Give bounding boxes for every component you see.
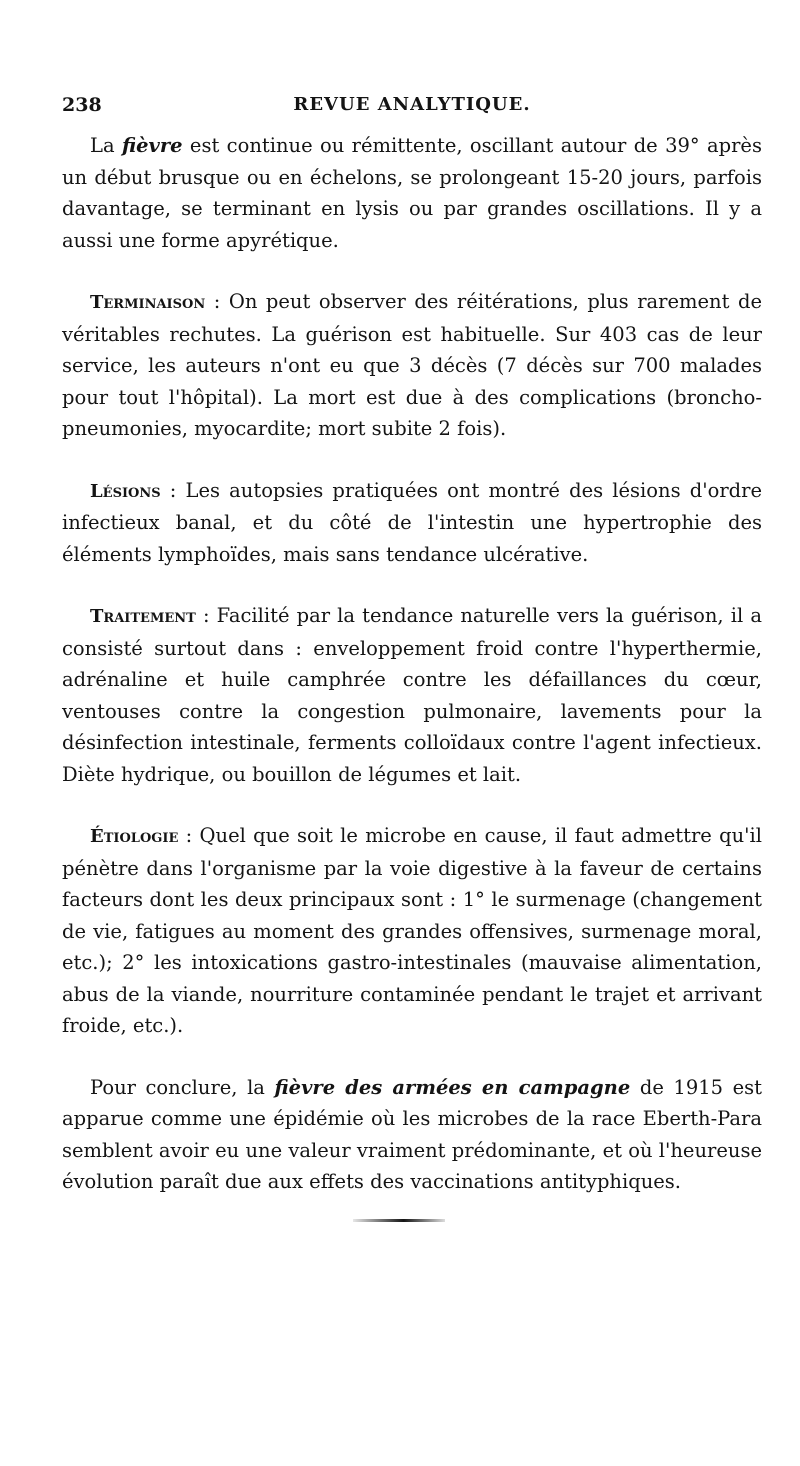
paragraph-etiologie xyxy=(62,820,762,1042)
text-segment: est continue ou rémittente, oscillant autour de 39° après un début brusque ou en échelons, se prolongeant 15-20 jours, parfois davantage, se terminant en lysis ou par grandes oscillations. Il y a aussi une forme apyrétique. xyxy=(62,134,762,252)
section-heading-terminaison: Terminaison xyxy=(90,292,206,313)
page-number: 238 xyxy=(62,94,102,116)
italic-term: fièvre xyxy=(121,134,183,157)
section-heading-lesions: Lésions xyxy=(90,480,161,502)
article-body xyxy=(62,130,762,1228)
text-segment: Pour conclure, la xyxy=(90,1075,275,1099)
section-heading-etiologie: Étiologie xyxy=(90,826,179,847)
text-segment: : Facilité par la tendance naturelle vers la guérison, il a consisté surtout dans : enveloppement froid contre l'hyperthermie, adrénaline et huile camphrée contre les défaillances du cœur, ventouses contre la congestion pulmonaire, lavements pour la désinfection intestinale, ferments colloïdaux contre l'agent infectieux. Diète hydrique, ou bouillon de légumes et lait. xyxy=(62,604,762,786)
italic-term: fièvre des armées en campagne xyxy=(274,1075,631,1099)
paragraph-conclusion xyxy=(62,1072,762,1198)
paragraph-fievre xyxy=(62,130,762,256)
text-segment: : Quel que soit le microbe en cause, il faut admettre qu'il pénètre dans l'organisme par la voie digestive à la faveur de certains facteurs dont les deux principaux sont : 1° le surmenage (changement de vie, fatigues au moment des grandes offensives, surmenage moral, etc.); 2° les intoxications gastro-intestinales (mauvaise alimentation, abus de la viande, nourriture contaminée pendant le trajet et arrivant froide, etc.). xyxy=(62,824,762,1037)
page-header xyxy=(62,94,762,120)
running-title: REVUE ANALYTIQUE. xyxy=(293,94,531,115)
section-heading-traitement: Traitement xyxy=(90,606,196,627)
paragraph-terminaison xyxy=(62,286,762,445)
paragraph-lesions xyxy=(62,475,762,571)
text-segment: : On peut observer des réitérations, plus rarement de véritables rechutes. La guérison est habituelle. Sur 403 cas de leur service, les auteurs n'ont eu que 3 décès (7 décès sur 700 malades pour tout l'hôpital). La mort est due à des complications (broncho-pneumonies, myocardite; mort subite 2 fois). xyxy=(62,290,762,440)
end-rule xyxy=(353,1219,445,1222)
text-segment: : Les autopsies pratiquées ont montré des lésions d'ordre infectieux banal, et du côté de l'intestin une hypertrophie des éléments lymphoïdes, mais sans tendance ulcérative. xyxy=(62,478,762,566)
paragraph-traitement xyxy=(62,600,762,790)
text-segment: de 1915 est apparue comme une épidémie où les microbes de la race Eberth-Para semblent avoir eu une valeur vraiment prédominante, et où l'heureuse évolution paraît due aux effets des vaccinations antityphiques. xyxy=(62,1075,762,1193)
text-segment: La xyxy=(90,134,122,157)
